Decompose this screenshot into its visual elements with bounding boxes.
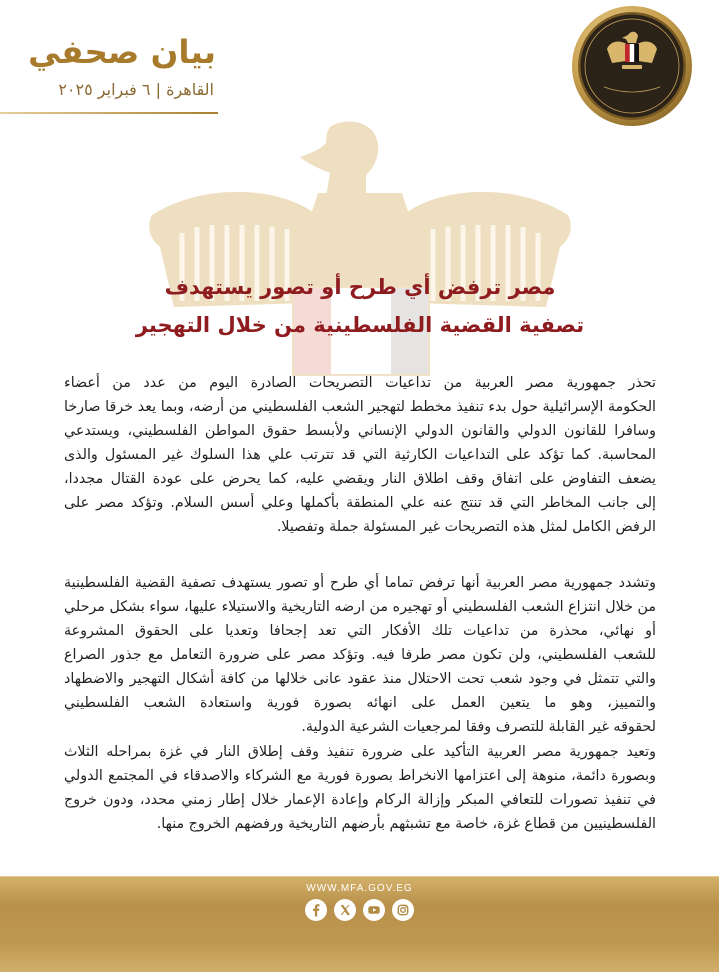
body-line: الحكومة الإسرائيلية حول بدء تنفيذ مخطط لتهجير الشعب الفلسطيني من أرضه، وبما يعد خرقا صارخا [64, 399, 656, 415]
press-release-title: بيان صحفي [28, 33, 216, 71]
body-line: المحاسبة. كما تؤكد على التداعيات الكارثية التي قد تترتب علي هذا السلوك غير المسئول والذى [64, 447, 656, 463]
body-paragraph [64, 571, 656, 739]
body-line: الرفض الكامل لمثل هذه التصريحات غير المسئولة جملة وتفصيلا. [276, 519, 656, 535]
body-line: يضعف التفاوض على اتفاق وقف اطلاق النار ويقضي عليه، كما يحرض على عودة القتال مجددا، [64, 471, 656, 487]
body-line: إلى جانب المخاطر التي قد تنتج عنه علي المنطقة بأكملها وعلي أسس السلام. وتؤكد مصر على [64, 495, 656, 511]
body-line: في تنفيذ تصورات للتعافي المبكر وإزالة الركام وإعادة الإعمار خلال إطار زمني محدد، ودون خروج [64, 792, 656, 808]
facebook-icon[interactable] [305, 899, 327, 921]
body-line: الفلسطينيين من قطاع غزة، خاصة مع تشبثهم بأرضهم التاريخية ورفضهم الخروج منها. [156, 816, 656, 832]
body-line: أو نهائي، محذرة من تداعيات تلك الأفكار التي تعد إجحافا وتعديا على الحقوق المشروعة [64, 623, 656, 639]
body-paragraph [64, 371, 656, 539]
headline [134, 268, 586, 344]
ministry-seal-icon [571, 5, 693, 127]
body-line: وسافرا للقانون الدولي والقانون الدولي الإنساني ولأبسط حقوق المواطن الفلسطيني، ويستدعي [64, 423, 656, 439]
body-line: من خلال انتزاع الشعب الفلسطيني أو تهجيره من ارضه التاريخية والاستيلاء عليها، سواء بشكل مرحلي [64, 599, 656, 615]
social-links [0, 899, 719, 921]
body-line: والتمييز، وهو ما يتعين العمل على انهائه بصورة فورية واستعادة الشعب الفلسطيني [64, 695, 656, 711]
header-divider [0, 112, 218, 114]
body-line: تحذر جمهورية مصر العربية من تداعيات التصريحات الصادرة اليوم من عدد من أعضاء [64, 375, 656, 391]
dateline: القاهرة | ٦ فبراير ٢٠٢٥ [58, 80, 214, 99]
headline-line-2: تصفية القضية الفلسطينية من خلال التهجير [135, 313, 585, 337]
website-link[interactable]: WWW.MFA.GOV.EG [306, 883, 413, 894]
headline-line-1: مصر ترفض أي طرح أو تصور يستهدف [164, 275, 556, 299]
instagram-icon[interactable] [392, 899, 414, 921]
footer-band [0, 876, 719, 972]
body-line: للشعب الفلسطيني، ولن تكون مصر طرفا فيه. وتؤكد مصر على ضرورة التعامل مع جذور الصراع [64, 647, 656, 663]
body-line: وتشدد جمهورية مصر العربية أنها ترفض تماما أي طرح أو تصور يستهدف تصفية القضية الفلسطينية [64, 575, 656, 591]
youtube-icon[interactable] [363, 899, 385, 921]
body-line: وتعيد جمهورية مصر العربية التأكيد على ضرورة تنفيذ وقف إطلاق النار في غزة بمراحله الثلاث [64, 744, 656, 760]
body-line: وبصورة دائمة، منوهة إلى اعتزامها الانخراط بصورة فورية مع الشركاء والاصدقاء في المجتمع الدولي [64, 768, 656, 784]
body-line: لحقوقه غير القابلة للتصرف وفقا لمرجعيات الشرعية الدولية. [301, 719, 656, 735]
body-paragraph [64, 740, 656, 836]
body-line: والتي تتمثل في وجود شعب تحت الاحتلال منذ عقود عانى خلالها من كافة أشكال التهجير والاضطهاد [64, 671, 656, 687]
x-icon[interactable] [334, 899, 356, 921]
